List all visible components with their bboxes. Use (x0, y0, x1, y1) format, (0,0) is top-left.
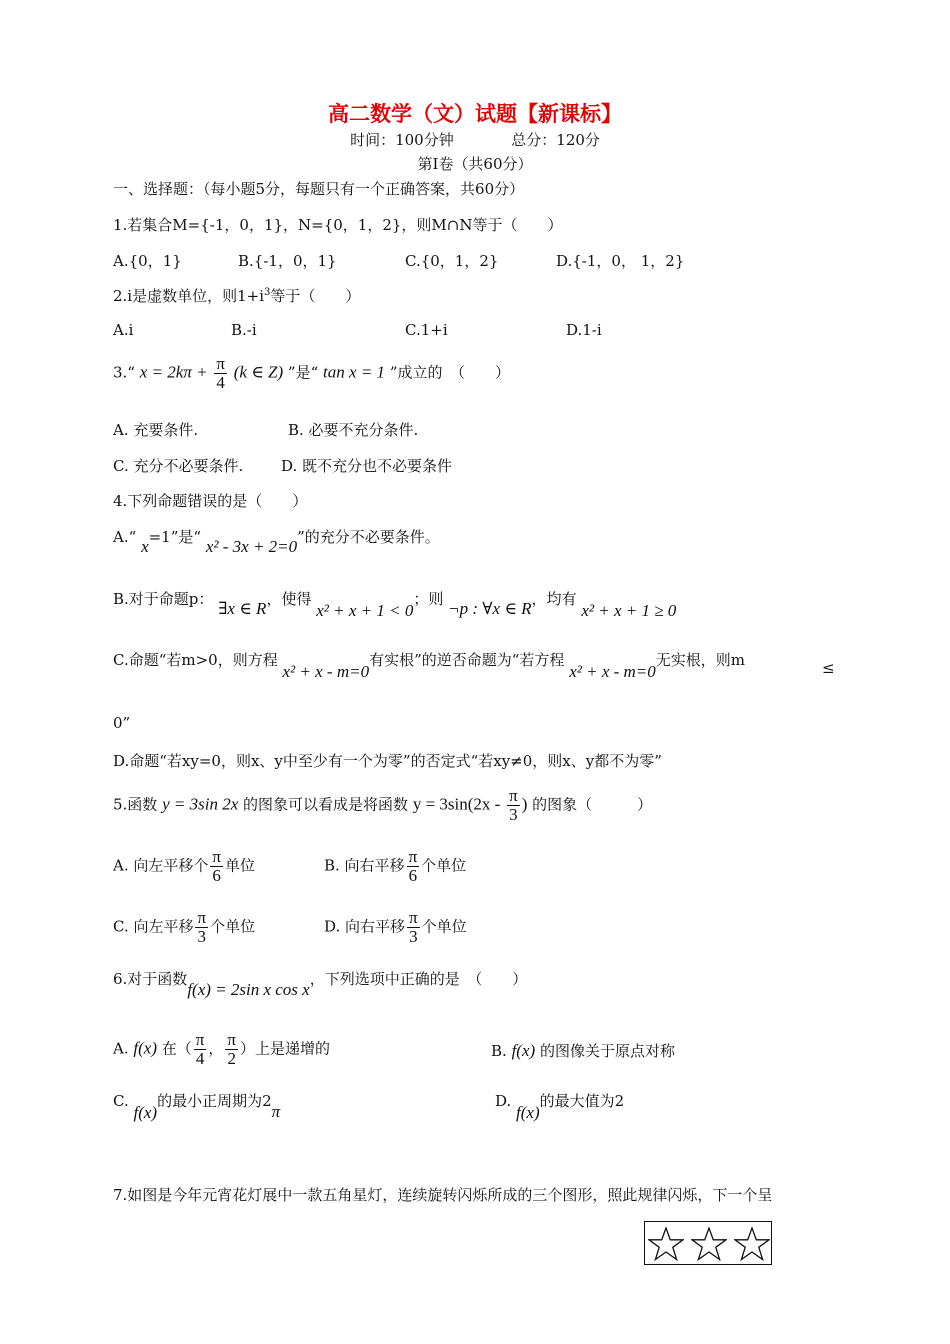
question-3-stem (113, 355, 510, 392)
question-4-option-a (113, 526, 440, 556)
question-5-option-b (324, 848, 466, 885)
question-5-d-fraction (407, 909, 420, 946)
question-6-pre: 6.对于函数 (113, 970, 188, 988)
question-4-option-b (113, 588, 677, 620)
question-6-b-pre: B. (491, 1042, 507, 1060)
volume-label: 第Ⅰ卷（共60分） (417, 155, 533, 173)
question-6-a-post: ）上是递增的 (239, 1039, 330, 1058)
question-4-c-post: 无实根，则m (655, 651, 746, 669)
question-5-c-den: 3 (197, 927, 207, 946)
star-lantern-figure (644, 1221, 772, 1265)
question-1-option-b: B.{-1，0，1} (238, 252, 337, 270)
question-2-option-c: C.1+i (405, 321, 448, 339)
question-6-c-pi: π (271, 1102, 281, 1121)
star-icon (648, 1227, 684, 1261)
question-6-option-a (113, 1031, 330, 1068)
question-6-stem (113, 968, 528, 999)
question-5-math-1: y = 3sin 2x (162, 794, 239, 814)
question-3-mid: ”是“ (287, 363, 319, 382)
question-5-frac-den: 3 (509, 805, 518, 824)
question-6-b-post: 的图像关于原点对称 (539, 1042, 675, 1060)
question-5-a-post: 单位 (224, 856, 255, 875)
question-5-a-num: π (212, 847, 221, 866)
question-1-option-d: D.{-1，0， 1，2} (556, 252, 685, 270)
question-4-c-math-1: x² + x - m=0 (282, 662, 370, 681)
question-4-b-mid-2: ；则 (413, 590, 444, 608)
question-6-math: f(x) = 2sin x cos x (187, 980, 310, 999)
question-5-a-fraction (210, 848, 223, 885)
question-4-a-mid: =1”是“ (148, 528, 202, 546)
exam-meta (0, 129, 950, 150)
question-2-option-a: A.i (113, 321, 134, 339)
question-5-b-post: 个单位 (421, 856, 467, 875)
question-3-math-1: x = 2kπ + (139, 362, 208, 382)
question-4-c-math-2: x² + x - m=0 (569, 662, 656, 681)
question-6-option-c (113, 1090, 281, 1122)
question-6-post: ，下列选项中正确的是 （ ） (309, 970, 528, 988)
question-3-frac-den: 4 (216, 373, 225, 392)
star-icon (691, 1227, 727, 1261)
question-2-option-b: B.-i (231, 321, 257, 339)
question-2-stem-pre: 2.i是虚数单位，则1+i (113, 287, 265, 305)
question-5-stem (113, 787, 652, 824)
question-5-math-3: ) (521, 794, 528, 814)
question-4-a-post: ”的充分不必要条件。 (297, 528, 440, 546)
page-title: 高二数学（文）试题【新课标】 (328, 102, 622, 126)
question-6-a-den-1: 4 (195, 1049, 205, 1068)
question-4-b-math-4: x² + x + 1 ≥ 0 (581, 601, 677, 620)
question-4-b-math-2: x² + x + 1 < 0 (316, 601, 414, 620)
question-5-post: 的图象（ ） (532, 795, 653, 814)
question-6-c-math: f(x) (133, 1103, 158, 1122)
question-1-option-c: C.{0，1，2} (405, 252, 499, 270)
question-4-c-mid: 有实根”的逆否命题为“若方程 (369, 651, 565, 669)
question-6-a-num-1: π (195, 1030, 205, 1049)
question-5-c-num: π (197, 908, 207, 927)
question-5-d-num: π (409, 908, 418, 927)
question-2-stem (113, 285, 360, 306)
question-6-a-pre: A. (113, 1039, 129, 1058)
question-6-c-pre: C. (113, 1092, 129, 1110)
question-6-a-mid: 在（ (161, 1039, 192, 1058)
question-3-math-3: tan x = 1 (323, 362, 386, 382)
question-5-b-pre: B. 向右平移 (324, 856, 405, 875)
question-4-c-pre: C.命题“若m>0，则方程 (113, 651, 278, 669)
question-6-a-num-2: π (227, 1030, 236, 1049)
question-3-option-b: B. 必要不充分条件. (288, 421, 419, 439)
question-4-b-math-3: ¬p : ∀x ∈ R (448, 599, 532, 618)
question-5-math-2: y = 3sin(2x - (412, 794, 501, 814)
question-6-c-post: 的最小正周期为2 (157, 1092, 272, 1110)
question-3-option-d: D. 既不充分也不必要条件 (281, 457, 453, 475)
question-3-frac-num: π (216, 354, 225, 373)
section-heading: 一、选择题：（每小题5分，每题只有一个正确答案，共60分） (113, 180, 525, 198)
question-4-b-math-1: ∃x ∈ R (218, 599, 267, 618)
question-4-b-pre: B.对于命题p： (113, 590, 214, 608)
question-6-a-fraction-1 (194, 1031, 207, 1068)
question-4-a-pre: A.“ (113, 528, 137, 546)
question-2-exponent: 3 (264, 287, 271, 298)
question-5-frac-num: π (509, 786, 518, 805)
question-6-d-pre: D. (495, 1092, 512, 1110)
question-4-b-mid-3: ，均有 (531, 590, 577, 608)
question-5-mid: 的图象可以看成是将函数 (243, 795, 409, 814)
question-7-stem: 7.如图是今年元宵花灯展中一款五角星灯，连续旋转闪烁所成的三个图形，照此规律闪烁，下一个呈 (113, 1186, 773, 1204)
question-3-pre: 3.“ (113, 363, 135, 382)
question-5-d-den: 3 (409, 927, 418, 946)
exam-time: 时间：100分钟 (350, 131, 454, 149)
question-3-post: ”成立的 （ ） (389, 363, 510, 382)
question-5-d-post: 个单位 (421, 917, 467, 936)
question-3-option-a: A. 充要条件. (113, 421, 199, 439)
question-6-a-den-2: 2 (227, 1049, 236, 1068)
question-3-option-c: C. 充分不必要条件. (113, 457, 244, 475)
star-icon (734, 1227, 770, 1261)
question-4-option-c (113, 649, 746, 681)
question-4-c-leq: ≤ (822, 659, 835, 677)
question-5-b-num: π (408, 847, 418, 866)
question-5-c-post: 个单位 (210, 917, 256, 936)
question-6-d-math: f(x) (516, 1103, 540, 1122)
question-5-pre: 5.函数 (113, 795, 158, 814)
question-1-stem: 1.若集合M={-1，0，1}，N={0，1，2}，则M∩N等于（ ） (113, 216, 563, 234)
question-6-option-b (491, 1040, 675, 1061)
question-4-c-continuation: 0” (113, 714, 131, 732)
exam-score: 总分：120分 (511, 131, 600, 149)
question-6-a-fraction-2 (225, 1031, 238, 1068)
question-3-fraction (214, 355, 227, 392)
question-2-option-d: D.1-i (566, 321, 602, 339)
question-5-b-den: 6 (408, 866, 418, 885)
question-4-stem: 4.下列命题错误的是（ ） (113, 492, 308, 510)
question-6-a-comma: ， (208, 1039, 224, 1058)
question-3-math-2: (k ∈ Z) (233, 362, 284, 382)
question-5-option-a (113, 848, 255, 885)
question-5-option-c (113, 909, 255, 946)
question-1-option-a: A.{0，1} (113, 252, 182, 270)
question-5-c-pre: C. 向左平移 (113, 917, 194, 936)
question-4-b-mid-1: ，使得 (266, 590, 312, 608)
question-5-a-den: 6 (212, 866, 221, 885)
question-6-a-math: f(x) (133, 1038, 157, 1058)
question-6-option-d (495, 1090, 625, 1122)
question-6-b-math: f(x) (511, 1041, 536, 1060)
question-6-d-post: 的最大值为2 (539, 1092, 625, 1110)
question-5-d-pre: D. 向右平移 (324, 917, 406, 936)
question-4-option-d: D.命题“若xy=0，则x、y中至少有一个为零”的否定式“若xy≠0，则x、y都不为零” (113, 752, 662, 770)
question-5-a-pre: A. 向左平移个 (113, 856, 209, 875)
question-2-stem-post: 等于（ ） (270, 287, 361, 305)
question-4-a-math-1: x (141, 537, 149, 556)
question-5-b-fraction (407, 848, 420, 885)
question-4-a-math-2: x² - 3x + 2=0 (205, 537, 298, 556)
question-5-fraction (507, 787, 520, 824)
question-5-option-d (324, 909, 467, 946)
question-5-c-fraction (195, 909, 208, 946)
